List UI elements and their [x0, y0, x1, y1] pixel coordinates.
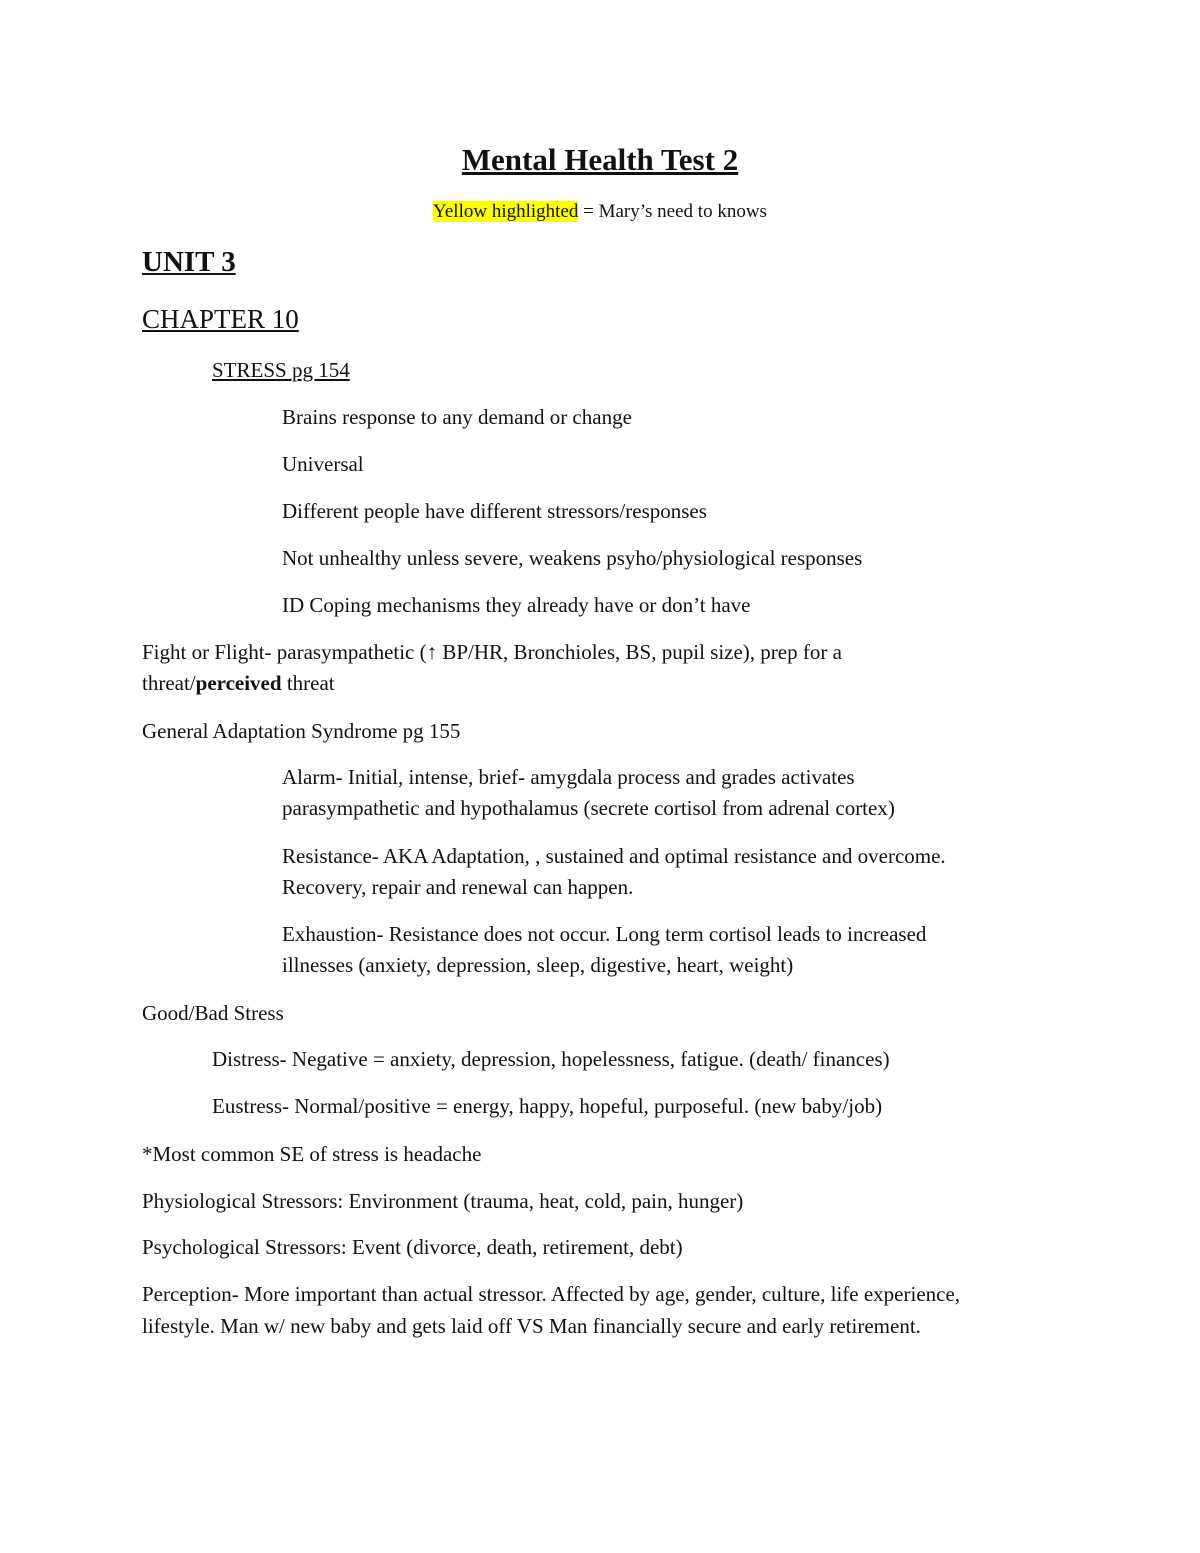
psychological-stressors: Psychological Stressors: Event (divorce, death, retirement, debt) [142, 1235, 683, 1259]
stress-heading: STRESS pg 154 [212, 358, 350, 382]
gas-resistance-line-1: Resistance- AKA Adaptation, , sustained and optimal resistance and overcome. [282, 844, 946, 868]
gas-heading: General Adaptation Syndrome pg 155 [142, 719, 461, 743]
stress-item: ID Coping mechanisms they already have or don’t have [282, 593, 751, 617]
legend-highlight-sample: Yellow highlighted [433, 201, 579, 222]
stress-item: Not unhealthy unless severe, weakens psyho/physiological responses [282, 546, 863, 570]
eustress-line: Eustress- Normal/positive = energy, happy, hopeful, purposeful. (new baby/job) [212, 1094, 883, 1118]
gas-exhaustion-line-1: Exhaustion- Resistance does not occur. Long term cortisol leads to increased [282, 922, 927, 946]
document-title: Mental Health Test 2 [461, 142, 739, 177]
chapter-heading: CHAPTER 10 [142, 304, 299, 334]
unit-heading: UNIT 3 [142, 246, 236, 278]
highlight-legend [0, 198, 1200, 226]
good-bad-heading: Good/Bad Stress [142, 1001, 284, 1025]
gas-exhaustion-line-2: illnesses (anxiety, depression, sleep, digestive, heart, weight) [282, 953, 794, 977]
gas-resistance-line-2: Recovery, repair and renewal can happen. [282, 875, 634, 899]
distress-line: Distress- Negative = anxiety, depression, hopelessness, fatigue. (death/ finances) [212, 1047, 890, 1071]
stress-item: Brains response to any demand or change [282, 405, 632, 429]
fight-flight-text: threat [281, 671, 335, 695]
common-se-note: *Most common SE of stress is headache [142, 1142, 482, 1166]
stress-item: Universal [282, 452, 364, 476]
gas-alarm-line-1: Alarm- Initial, intense, brief- amygdala process and grades activates [282, 765, 855, 789]
physiological-stressors: Physiological Stressors: Environment (trauma, heat, cold, pain, hunger) [142, 1189, 744, 1213]
fight-flight-line-1: Fight or Flight- parasympathetic (↑ BP/HR, Bronchioles, BS, pupil size), prep for a [142, 640, 842, 664]
stress-item: Different people have different stressors/responses [282, 499, 707, 523]
perception-line-1: Perception- More important than actual stressor. Affected by age, gender, culture, life experience, [142, 1282, 961, 1306]
fight-flight-line-2 [142, 668, 335, 699]
perception-line-2: lifestyle. Man w/ new baby and gets laid off VS Man financially secure and early retirement. [142, 1314, 921, 1338]
fight-flight-text: threat/ [142, 671, 196, 695]
gas-alarm-line-2: parasympathetic and hypothalamus (secrete cortisol from adrenal cortex) [282, 796, 895, 820]
legend-description: = Mary’s need to knows [578, 201, 767, 222]
fight-flight-bold-word: perceived [195, 671, 282, 695]
